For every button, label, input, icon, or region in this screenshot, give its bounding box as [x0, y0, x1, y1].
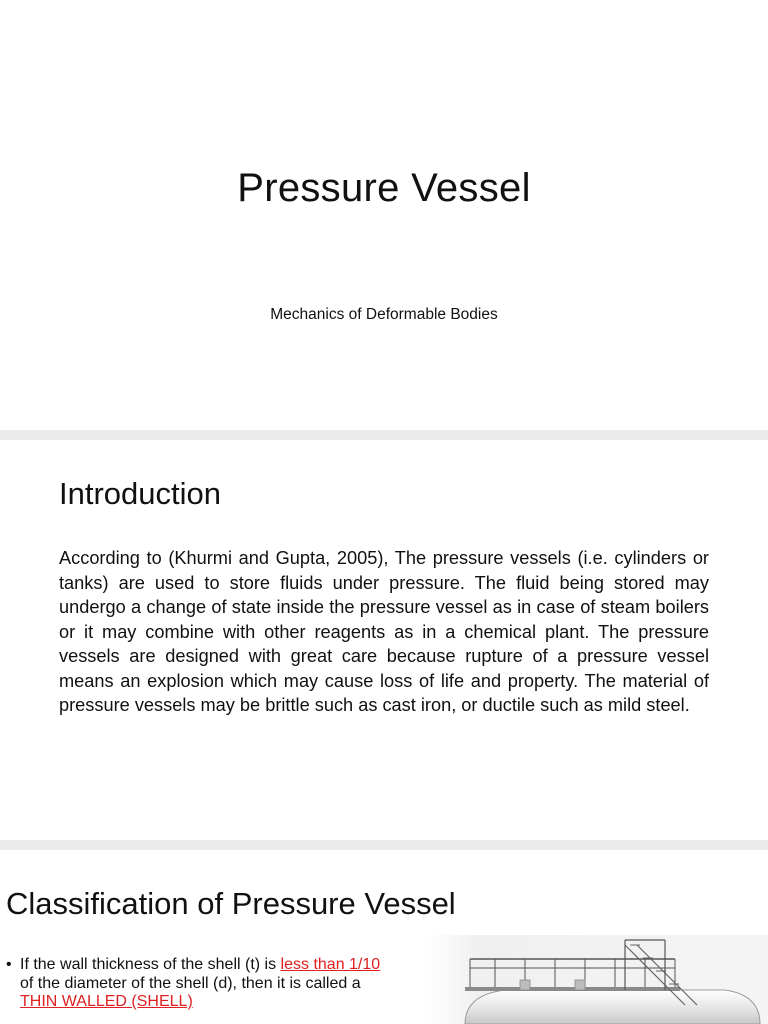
bullet-text-part-2: of the diameter of the shell (d), then it is called a	[20, 974, 361, 992]
highlight-less-than: less than 1/10	[280, 956, 381, 973]
pressure-vessel-tank-icon	[425, 935, 768, 1024]
bullet-list-item	[6, 956, 386, 1012]
introduction-paragraph: According to (Khurmi and Gupta, 2005), The pressure vessels (i.e. cylinders or tanks) are used to store fluids under pressure. The fluid being stored may undergo a change of state inside the pressure vessel as in case of steam boilers or it may combine with other reagents as in a chemical plant. The pressure vessels are designed with great care because rupture of a pressure vessel means an explosion which may cause loss of life and property. The material of pressure vessels may be brittle such as cast iron, or ductile such as mild steel.	[59, 548, 709, 715]
slide-title: Pressure Vessel	[237, 166, 531, 210]
introduction-slide	[0, 440, 768, 840]
title-slide	[0, 0, 768, 430]
introduction-heading: Introduction	[59, 476, 221, 511]
bullet-text	[20, 956, 386, 1012]
classification-slide	[0, 850, 768, 1024]
bullet-text-part-1: If the wall thickness of the shell (t) is	[20, 956, 281, 973]
highlight-thin-walled: THIN WALLED (SHELL)	[20, 993, 193, 1010]
classification-heading: Classification of Pressure Vessel	[6, 886, 456, 921]
bullet-symbol: •	[6, 956, 12, 973]
slide-subtitle: Mechanics of Deformable Bodies	[270, 306, 498, 323]
